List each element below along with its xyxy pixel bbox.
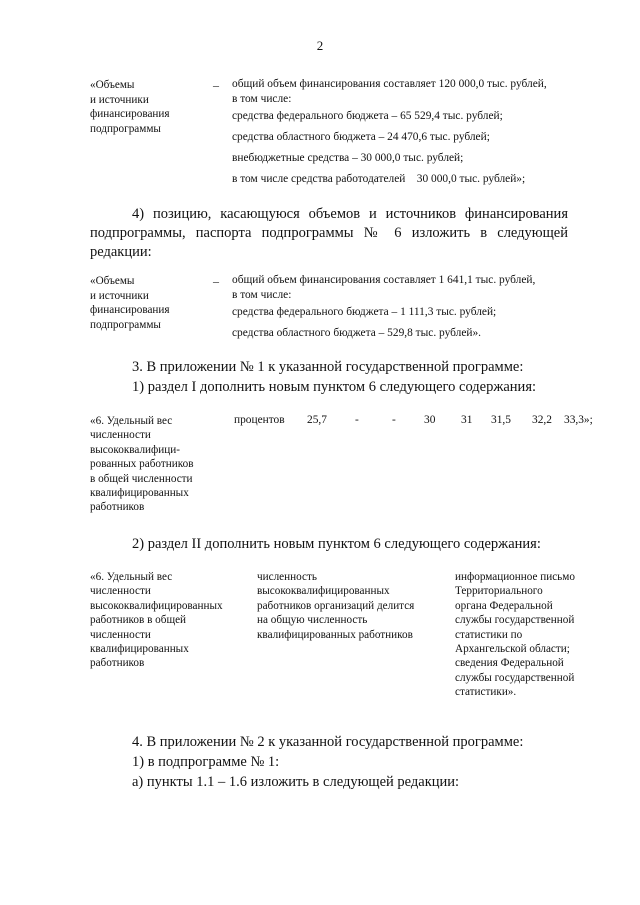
cell-line: работников в общей [90, 614, 187, 627]
funding-line: средства областного бюджета – 529,8 тыс. рублей». [232, 327, 482, 339]
funding-line: в том числе: [232, 93, 292, 105]
dash-2: – [213, 274, 219, 288]
funding-line: средства областного бюджета – 24 470,6 тыс. рублей; [232, 131, 490, 143]
paragraph-section-2: 2) раздел II дополнить новым пунктом 6 следующего содержания: [132, 536, 541, 552]
label-line: «Объемы [90, 79, 135, 91]
cell-line: Территориального [455, 585, 543, 598]
cell-line: квалифицированных [90, 487, 189, 500]
table2-col-source [455, 570, 605, 700]
cell-line: рованных работников [90, 458, 194, 471]
cell-line: численности [90, 628, 151, 641]
cell-line: работников [90, 657, 145, 670]
cell-line: работников [90, 501, 145, 514]
funding-line: общий объем финансирования составляет 120 000,0 тыс. рублей, [232, 78, 547, 90]
unit-cell: процентов [234, 414, 285, 426]
paragraph-end-line-2: 1) в подпрограмме № 1: [132, 754, 280, 770]
funding-line: внебюджетные средства – 30 000,0 тыс. рублей; [232, 152, 464, 164]
value-cell: 31 [461, 414, 473, 426]
cell-line: в общей численности [90, 472, 193, 485]
value-cell: 33,3»; [564, 414, 593, 426]
label-line: финансирования [90, 108, 170, 121]
label-line: и источники [90, 289, 149, 302]
value-cell: - [355, 414, 359, 426]
funding-line: общий объем финансирования составляет 1 641,1 тыс. рублей, [232, 274, 536, 286]
paragraph-line: подпрограммы, паспорта подпрограммы № 6 изложить в следующей [90, 225, 568, 241]
cell-line: численности [90, 585, 151, 598]
value-cell: 30 [424, 414, 436, 426]
funding-line: средства федерального бюджета – 65 529,4 тыс. рублей; [232, 110, 503, 122]
funding-label-1 [90, 78, 170, 136]
cell-line: статистики по [455, 628, 523, 641]
paragraph-4 [90, 205, 568, 262]
paragraph-3-line-2: 1) раздел I дополнить новым пунктом 6 следующего содержания: [132, 379, 537, 395]
cell-line: численности [90, 429, 151, 442]
label-line: финансирования [90, 304, 170, 317]
value-cell: - [392, 414, 396, 426]
funding-line: в том числе: [232, 289, 292, 301]
label-line: подпрограммы [90, 122, 161, 135]
indicator-cell [90, 414, 230, 515]
paragraph-line: 4) позицию, касающуюся объемов и источников финансирования [132, 206, 568, 222]
funding-line: в том числе средства работодателей 30 000,0 тыс. рублей»; [232, 173, 526, 185]
value-cell: 31,5 [491, 414, 511, 426]
cell-line: статистики». [455, 686, 517, 699]
dash-1: – [213, 78, 219, 92]
paragraph-end-line-3: а) пункты 1.1 – 1.6 изложить в следующей редакции: [132, 774, 460, 790]
cell-line: «6. Удельный вес [90, 571, 173, 583]
value-cell: 25,7 [307, 414, 327, 426]
cell-line: работников организаций делится [257, 599, 415, 612]
table2-col-method [257, 570, 447, 642]
cell-line: службы государственной [455, 671, 575, 684]
cell-line: «6. Удельный вес [90, 415, 173, 427]
cell-line: Архангельской области; [455, 643, 570, 656]
cell-line: информационное письмо [455, 571, 575, 583]
table2-col-indicator [90, 570, 250, 671]
cell-line: высококвалифицированных [90, 599, 223, 612]
cell-line: высококвалифицированных [257, 585, 390, 598]
cell-line: квалифицированных [90, 643, 189, 656]
label-line: «Объемы [90, 275, 135, 287]
page-number: 2 [316, 38, 324, 53]
cell-line: численность [257, 571, 317, 583]
paragraph-end-line-1: 4. В приложении № 2 к указанной государственной программе: [132, 734, 524, 750]
cell-line: на общую численность [257, 614, 368, 627]
funding-label-2 [90, 274, 170, 332]
cell-line: сведения Федеральной [455, 657, 564, 670]
cell-line: высококвалифици- [90, 443, 180, 456]
paragraph-3-line-1: 3. В приложении № 1 к указанной государственной программе: [132, 359, 524, 375]
label-line: подпрограммы [90, 318, 161, 331]
label-line: и источники [90, 93, 149, 106]
funding-line: средства федерального бюджета – 1 111,3 тыс. рублей; [232, 306, 497, 318]
value-cell: 32,2 [532, 414, 552, 426]
cell-line: органа Федеральной [455, 599, 553, 612]
cell-line: службы государственной [455, 614, 575, 627]
paragraph-line: редакции: [90, 244, 152, 260]
cell-line: квалифицированных работников [257, 628, 413, 641]
